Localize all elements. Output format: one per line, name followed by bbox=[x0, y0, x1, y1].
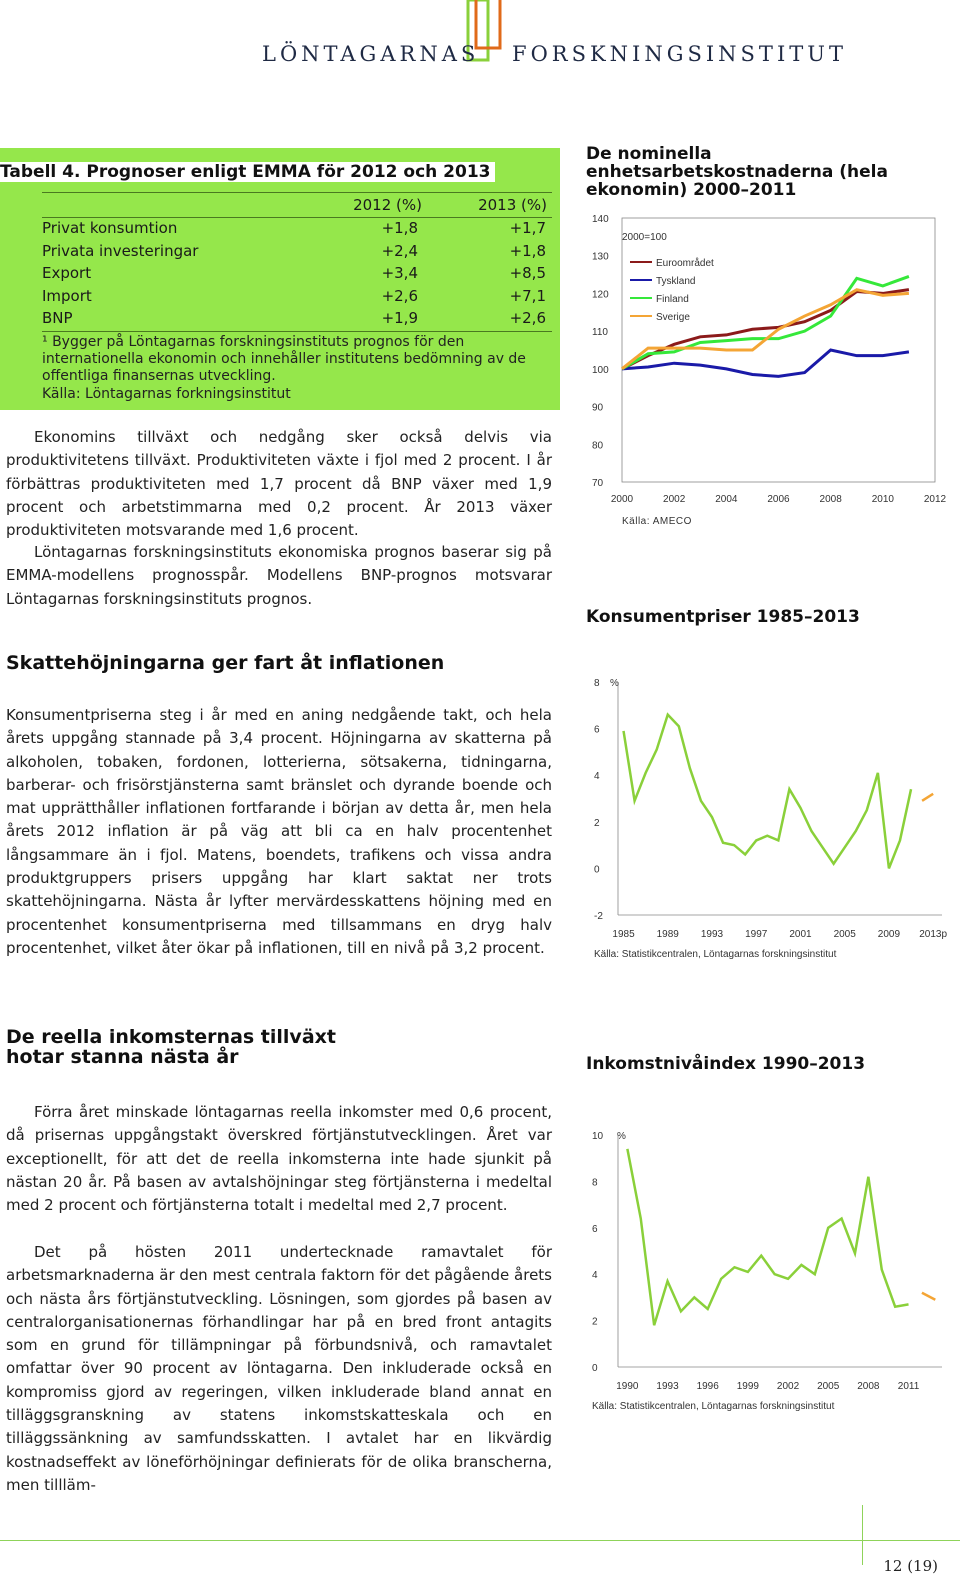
footer-corner-line bbox=[862, 1505, 863, 1565]
y-tick-label: 4 bbox=[592, 1270, 598, 1282]
table-row-label: Import bbox=[42, 286, 92, 305]
chart1-title: De nominella enhetsarbetskostnaderna (hela ekonomin) 2000–2011 bbox=[586, 144, 888, 200]
table-source: Källa: Löntagarnas forkningsinstitut bbox=[42, 386, 291, 402]
chart-note: 2000=100 bbox=[622, 232, 667, 243]
table-title: Tabell 4. Prognoser enligt EMMA för 2012 och 2013 bbox=[0, 162, 495, 182]
table-cell-2013: +2,6 bbox=[509, 309, 546, 327]
chart-source: Källa: Statistikcentralen, Löntagarnas forskningsinstitut bbox=[594, 949, 837, 960]
series-line-forecast bbox=[922, 794, 933, 801]
table-row-label: BNP bbox=[42, 309, 73, 327]
x-tick-label: 2010 bbox=[871, 494, 894, 505]
y-tick-label: 0 bbox=[592, 1363, 598, 1374]
table-cell-2012: +2,6 bbox=[381, 286, 418, 305]
series-line-historical bbox=[627, 1149, 908, 1325]
table-cell-2012: +3,4 bbox=[381, 264, 418, 282]
x-tick-label: 1996 bbox=[696, 1381, 719, 1392]
chart3-income-index bbox=[580, 1110, 950, 1420]
table-header-2013: 2013 (%) bbox=[478, 196, 547, 214]
paragraph-inflation: Konsumentpriserna steg i år med en aning nedgående takt, och hela årets uppgång stannade på 3,4 procent. Höjningarna av skatterna på alkoholen, tobaken, fordonen, lotterierna, sötsakerna, tidningarna, barberar- och frisörstjänsterna samt bränslet och dyrande boende och mat upprätthåller inflationen fortfarande i början av detta år, men hela årets 2012 inflation är på väg att bli ca en halv procentenhet långsammare än i fjol. Matens, boendets, trafikens och vissa andra produktgruppers prisers uppgång har klart saktat ner trots skattehöjningarna. Nästa år lyfter mervärdesskattens höjning med en procentenhet konsumentpriserna med tillsammans en dryg halv procentenhet, vilket åter ökar på inflationen, till en nivå på 3,2 procent. bbox=[6, 706, 552, 957]
y-unit-label: % bbox=[617, 1131, 626, 1142]
footer-rule bbox=[0, 1540, 960, 1541]
x-tick-label: 2002 bbox=[663, 494, 686, 505]
y-tick-label: 2 bbox=[592, 1316, 598, 1328]
y-tick-label: 6 bbox=[594, 724, 600, 736]
y-tick-label: 140 bbox=[592, 214, 609, 225]
x-tick-label: 1999 bbox=[736, 1381, 759, 1392]
y-tick-label: 10 bbox=[592, 1131, 604, 1142]
series-line-forecast bbox=[922, 1293, 935, 1300]
y-tick-label: 130 bbox=[592, 251, 609, 263]
y-tick-label: 80 bbox=[592, 440, 604, 452]
y-tick-label: 110 bbox=[592, 327, 608, 339]
legend-label: Finland bbox=[656, 294, 689, 305]
x-tick-label: 2012 bbox=[923, 494, 947, 505]
chart-source: Källa: AMECO bbox=[622, 516, 692, 527]
y-tick-label: 90 bbox=[592, 402, 604, 414]
paragraph-income-2: Det på hösten 2011 undertecknade ramavtalet för arbetsmarknaderna är den mest centrala faktorn för det pågående årets och nästa års förtjänstutveckling. Lösningen, som gjordes på basen av centralorganisationernas förhandlingar har på en bred front antagits som en grund för tillämpningar på förbundsnivå, och ramavtalet omfattar över 90 procent av löntagarna. Den inkluderade också en kompromiss gjord av regeringen, vilken inkluderade bland annat en tilläggsgranskning av statens inkomstskatteskala och en tilläggssänkning av samfundsskatten. I avtalet har en likvärdig kostnadseffekt av löneförhöjningar definierats för de olika branscherna, men tillläm- bbox=[6, 1243, 552, 1494]
y-tick-label: 100 bbox=[592, 364, 609, 376]
y-tick-label: 6 bbox=[592, 1223, 598, 1235]
paragraph-productivity: Ekonomins tillväxt och nedgång sker också delvis via produktivitetens tillväxt. Produktiviteten växte i fjol med 2 procent. I år förbättras produktiviteten med 1,7 procent då BNP växer med 1,9 procent och arbetstimmarna med 0,2 procent. År 2013 växer produktiviteten motsvarande med 1,6 procent. bbox=[6, 428, 552, 540]
page-number: 12 (19) bbox=[883, 1557, 938, 1575]
x-tick-label: 1989 bbox=[656, 929, 679, 940]
paragraph-income-1: Förra året minskade löntagarnas reella inkomster med 0,6 procent, då prisernas uppgångstakt överskred förtjänstutvecklingen. Året var exceptionellt, för att det de reella inkomsterna inte hade sjunkit på nästan 20 år. På basen av avtalshöjningar steg förtjänsterna i medeltal med 2 procent och förtjänsterna totalt i medeltal med 2,7 procent. bbox=[6, 1103, 552, 1215]
x-tick-label: 2002 bbox=[776, 1381, 800, 1392]
x-tick-label: 2008 bbox=[819, 494, 842, 505]
x-tick-label: 1993 bbox=[700, 929, 724, 940]
paragraph-emma: Löntagarnas forskningsinstituts ekonomiska prognos baserar sig på EMMA-modellens prognosspår. Modellens BNP-prognos motsvarar Löntagarnas forskningsinstituts prognos. bbox=[6, 543, 552, 608]
logo-text-right: FORSKNINGSINSTITUT bbox=[512, 42, 847, 66]
x-tick-label: 1990 bbox=[616, 1381, 639, 1392]
legend-label: Sverige bbox=[656, 312, 690, 323]
x-tick-label: 2008 bbox=[857, 1381, 880, 1392]
table-row-label: Privata investeringar bbox=[42, 241, 199, 260]
table-cell-2013: +7,1 bbox=[509, 286, 546, 305]
chart2-consumer-prices bbox=[580, 660, 950, 965]
x-tick-label: 1993 bbox=[656, 1381, 679, 1392]
table-divider bbox=[42, 331, 552, 332]
logo-text-left: LÖNTAGARNAS bbox=[262, 42, 480, 66]
x-tick-label: 1985 bbox=[612, 929, 635, 940]
heading-income-line2: hotar stanna nästa år bbox=[6, 1046, 239, 1068]
x-tick-label: 2006 bbox=[767, 494, 790, 505]
y-tick-label: 0 bbox=[594, 864, 600, 876]
x-tick-label: 2004 bbox=[715, 494, 738, 505]
table-cell-2012: +1,9 bbox=[381, 309, 418, 327]
table-row-label: Privat konsumtion bbox=[42, 219, 178, 237]
legend-label: Tyskland bbox=[656, 276, 696, 287]
y-tick-label: 120 bbox=[592, 289, 609, 301]
header-logo bbox=[0, 0, 960, 80]
heading-income-line1: De reella inkomsternas tillväxt bbox=[6, 1026, 336, 1048]
x-tick-label: 2005 bbox=[817, 1381, 840, 1392]
table-divider bbox=[42, 217, 552, 218]
table-divider bbox=[42, 192, 552, 193]
legend-label: Euroområdet bbox=[656, 258, 714, 269]
x-tick-label: 1997 bbox=[745, 929, 768, 940]
table-cell-2012: +2,4 bbox=[381, 241, 418, 260]
table-cell-2013: +1,7 bbox=[509, 219, 546, 237]
chart1-unit-labour-costs bbox=[580, 200, 947, 540]
chart-source: Källa: Statistikcentralen, Löntagarnas forskningsinstitut bbox=[592, 1401, 835, 1412]
x-tick-label: 2005 bbox=[833, 929, 856, 940]
chart3-title: Inkomstnivåindex 1990–2013 bbox=[586, 1054, 866, 1074]
y-tick-label: 8 bbox=[592, 1177, 598, 1189]
y-tick-label: 8 bbox=[594, 678, 600, 689]
table-header-2012: 2012 (%) bbox=[353, 196, 422, 214]
y-tick-label: 70 bbox=[592, 478, 604, 489]
y-tick-label: 2 bbox=[594, 817, 600, 829]
table-cell-2012: +1,8 bbox=[381, 219, 418, 237]
table-row-label: Export bbox=[42, 264, 92, 282]
table-cell-2013: +8,5 bbox=[509, 264, 546, 282]
heading-income bbox=[6, 1027, 336, 1067]
x-tick-label: 2009 bbox=[877, 929, 901, 940]
table-footnote: ¹ Bygger på Löntagarnas forskningsinstituts prognos för den internationella ekonomin och innehåller institutens bedömning av de offentliga finansernas utveckling. bbox=[42, 334, 526, 384]
series-line-historical bbox=[624, 715, 912, 869]
y-tick-label: 4 bbox=[594, 771, 600, 783]
x-tick-label: 2000 bbox=[610, 494, 634, 505]
table-cell-2013: +1,8 bbox=[509, 241, 546, 260]
y-unit-label: % bbox=[610, 678, 619, 689]
chart2-title: Konsumentpriser 1985–2013 bbox=[586, 607, 860, 627]
heading-inflation: Skattehöjningarna ger fart åt inflationen bbox=[6, 652, 445, 674]
x-tick-label: 2001 bbox=[789, 929, 812, 940]
y-tick-label: -2 bbox=[594, 911, 603, 922]
x-tick-label: 2013p bbox=[919, 929, 948, 940]
x-tick-label: 2011 bbox=[897, 1381, 920, 1392]
